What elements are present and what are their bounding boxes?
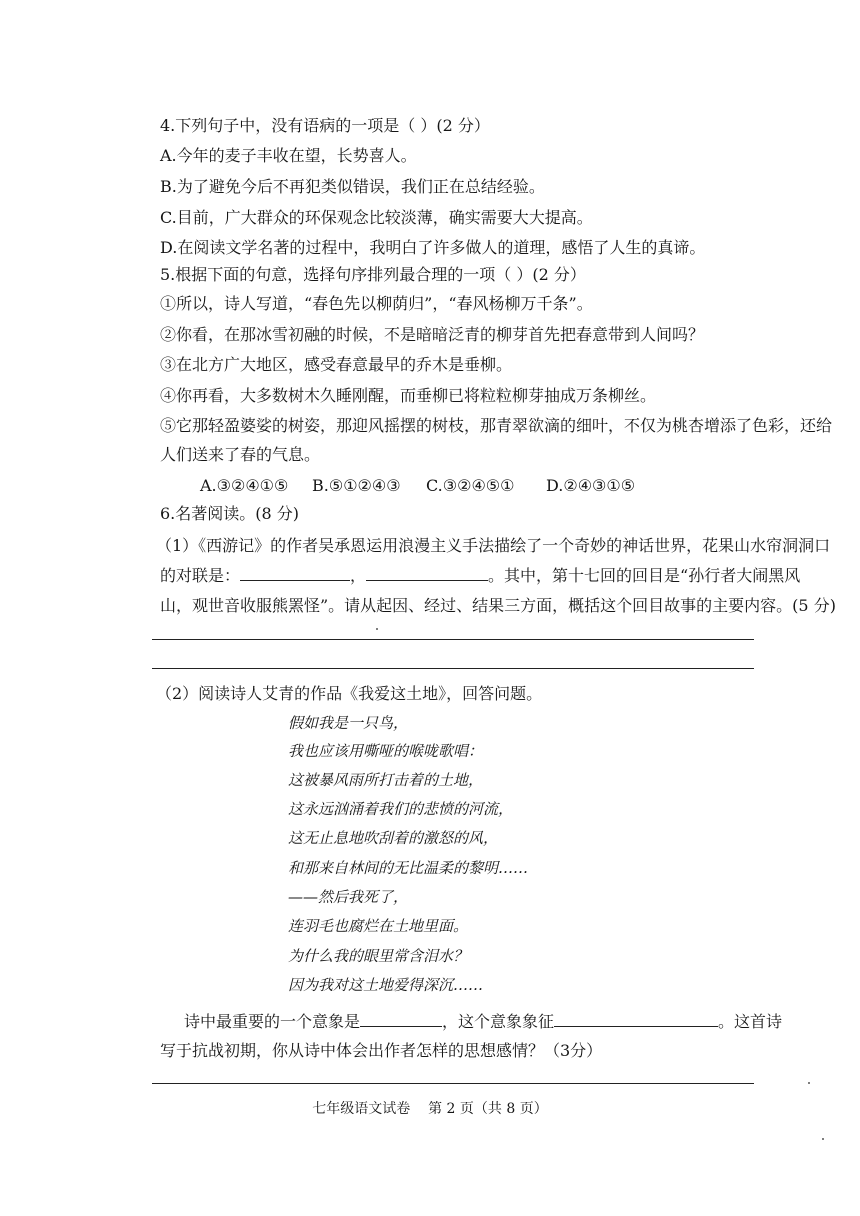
q6-part2-intro: （2）阅读诗人艾青的作品《我爱这土地》，回答问题。 xyxy=(156,684,543,703)
poem-line-8: 连羽毛也腐烂在土地里面。 xyxy=(288,917,469,935)
q4-option-c: C.目前，广大群众的环保观念比较淡薄，确实需要大大提高。 xyxy=(160,208,593,227)
poem-line-3: 这被暴风雨所打击着的土地， xyxy=(288,771,484,789)
q5-sentence-1: ①所以，诗人写道，“春色先以柳荫归”，“春风杨柳万千条”。 xyxy=(160,294,593,313)
q5-sentence-2: ②你看，在那冰雪初融的时候，不是暗暗泛青的柳芽首先把春意带到人间吗？ xyxy=(160,325,705,344)
q6-part1-line2: 的对联是： ， 。其中，第十七回的回目是“孙行者大闹黑风 xyxy=(160,566,801,585)
image-blank[interactable] xyxy=(360,1012,442,1027)
poem-line-7: ——然后我死了， xyxy=(288,888,409,906)
q5-sentence-3: ③在北方广大地区，感受春意最早的乔木是垂柳。 xyxy=(160,355,513,374)
poem-line-9: 为什么我的眼里常含泪水？ xyxy=(288,947,469,965)
page-footer: 七年级语文试卷 第 2 页（共 8 页） xyxy=(312,1101,548,1117)
q6-part2-question: 诗中最重要的一个意象是 ，这个意象象征 。这首诗 xyxy=(184,1012,783,1031)
q5-options xyxy=(200,476,635,496)
poem-line-10: 因为我对这土地爱得深沉…… xyxy=(288,976,484,994)
q4-stem: 4.下列句子中，没有语病的一项是（ ）(2 分） xyxy=(160,116,490,135)
poem-line-6: 和那来自林间的无比温柔的黎明…… xyxy=(288,859,529,877)
symbol-blank[interactable] xyxy=(554,1012,718,1027)
q6-part2-question-cont: 写于抗战初期，你从诗中体会出作者怎样的思想感情？（3分） xyxy=(160,1041,603,1060)
q5-sentence-5: ⑤它那轻盈婆娑的树姿，那迎风摇摆的树枝，那青翠欲滴的细叶，不仅为桃杏增添了色彩，还给 xyxy=(160,416,833,435)
speck xyxy=(822,1138,824,1140)
speck xyxy=(376,628,378,630)
q5-option-a: A.③②④①⑤ xyxy=(200,476,289,495)
q6-title: 6.名著阅读。(8 分) xyxy=(160,504,300,523)
answer-line-2[interactable] xyxy=(152,668,754,669)
q4-option-b: B.为了避免今后不再犯类似错误，我们正在总结经验。 xyxy=(160,177,545,196)
q5-sentence-4: ④你再看，大多数树木久睡刚醒，而垂柳已将粒粒柳芽抽成万条柳丝。 xyxy=(160,386,657,405)
q5-option-d: D.②④③①⑤ xyxy=(546,476,636,495)
answer-line-1[interactable] xyxy=(152,639,754,640)
answer-line-3[interactable] xyxy=(152,1083,754,1084)
q5-sentence-5-cont: 人们送来了春的气息。 xyxy=(160,445,321,464)
couplet-blank-1[interactable] xyxy=(240,566,350,581)
poem-line-4: 这永远汹涌着我们的悲愤的河流， xyxy=(288,800,514,818)
poem-line-1: 假如我是一只鸟， xyxy=(288,714,409,732)
q4-option-a: A.今年的麦子丰收在望，长势喜人。 xyxy=(160,146,417,165)
q6-part1-line1: （1）《西游记》的作者吴承恩运用浪漫主义手法描绘了一个奇妙的神话世界，花果山水帘洞洞口 xyxy=(156,536,831,555)
q4-option-d: D.在阅读文学名著的过程中，我明白了许多做人的道理，感悟了人生的真谛。 xyxy=(160,238,706,257)
couplet-blank-2[interactable] xyxy=(366,566,488,581)
speck xyxy=(808,1082,810,1084)
q5-option-b: B.⑤①②④③ xyxy=(312,476,401,495)
poem-line-2: 我也应该用嘶哑的喉咙歌唱： xyxy=(288,742,484,760)
poem-line-5: 这无止息地吹刮着的激怒的风， xyxy=(288,829,499,847)
q5-option-c: C.③②④⑤① xyxy=(426,476,515,495)
q6-part1-line3: 山，观世音收服熊罴怪”。请从起因、经过、结果三方面，概括这个回目故事的主要内容。(5 分) xyxy=(160,596,836,615)
q5-stem: 5.根据下面的句意，选择句序排列最合理的一项（ ）(2 分） xyxy=(160,265,586,284)
